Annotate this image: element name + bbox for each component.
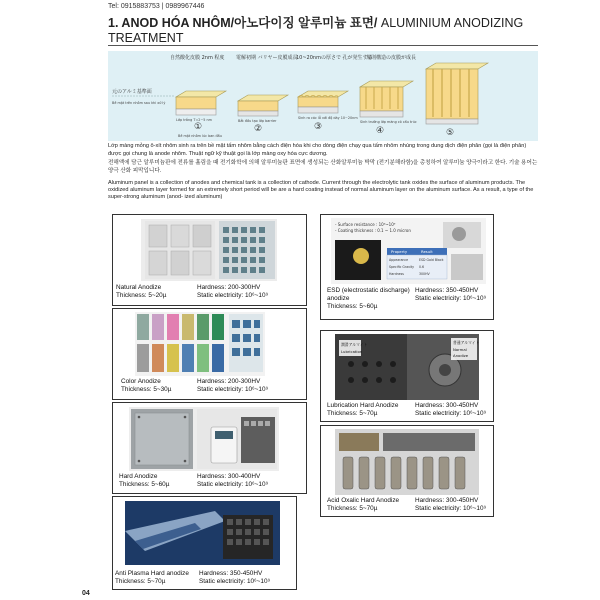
esd-spec-line-1: - Surface resistance : 10⁶~10⁹ xyxy=(335,222,396,227)
card-hardness: Hardness: 300-450HV xyxy=(415,497,479,504)
card-static: Static electricity: 10⁶~10⁹ xyxy=(199,578,271,585)
card-static: Static electricity: 10⁶~10⁹ xyxy=(415,295,487,302)
card-color-anodize xyxy=(112,308,307,400)
esd-table-cell: 0.6 xyxy=(419,265,425,269)
title-underline xyxy=(108,45,538,46)
lube-label-left-2: Lubrication xyxy=(341,349,363,354)
paragraph-vietnamese: Lớp màng mỏng ô-xít nhôm sinh ra trên bề mặt tấm nhôm bằng cách điện hóa khi cho dòng điện chạy qua tấm nhôm nhúng trong dung dịch điện phân (gọi là điện phân) được gọi chung là anode nhôm. Thuật ngữ kỹ thuật gọi là lớp màng oxy hóa cực dương. xyxy=(108,143,527,157)
paragraph-english: Aluminum panel is a collection of anodes and chemical tank is a collection of cathode. Current through the electrolytic tank oxides the surface of aluminum products. The oxidized aluminum layer formed for an extremely short period will be are a hard coating instead of normal aluminum layer on the aluminum surface. As a result, a type of the super-strong aluminum (anod- ized aluminum) xyxy=(108,180,534,201)
card-hardness: Hardness: 300-400HV xyxy=(197,473,261,480)
section-title-rest: ALUMINIUM ANODIZING TREATMENT xyxy=(108,16,524,45)
card-static: Static electricity: 10⁶~10⁹ xyxy=(197,292,269,299)
card-thickness: Thickness: 5~60µ xyxy=(119,481,170,488)
card-static: Static electricity: 10⁶~10⁹ xyxy=(197,481,269,488)
diagram-step-3: ③ xyxy=(314,122,323,132)
card-thickness: Thickness: 5~20µ xyxy=(116,292,167,299)
phone-numbers: Tel: 0915883753 | 0989967446 xyxy=(108,3,205,10)
process-diagram-graphic xyxy=(108,51,538,141)
diagram-stage-label-2: 電解初期 バリヤー皮膜成長 xyxy=(236,55,298,61)
card-thickness: Thickness: 5~60µ xyxy=(327,303,378,310)
esd-table-cell: Specific Gravity xyxy=(389,265,415,269)
diagram-sub-label-5: Bề mặt nhôm lúc ban đầu xyxy=(178,134,222,138)
section-title-bold: 1. ANOD HÓA NHÔM/아노다이징 알루미늄 표면/ xyxy=(108,16,378,30)
card-esd-anodize xyxy=(320,214,494,320)
diagram-sub-label-4: Sinh trưởng lớp màng có cấu trúc xyxy=(360,120,417,124)
card-name: Anti Plasma Hard anodize xyxy=(115,570,189,577)
diagram-step-5: ⑤ xyxy=(446,128,455,138)
diagram-base-label: 元のアルミ基準面 xyxy=(112,89,152,95)
card-name: Natural Anodize xyxy=(116,284,162,291)
esd-table-cell: Appearance xyxy=(389,258,409,262)
card-name: Color Anodize xyxy=(121,378,161,385)
diagram-sub-label-0: Bề mặt trên nhôm sau khi xử lý xyxy=(112,101,166,105)
esd-table-cell: Hardness xyxy=(389,272,404,276)
card-lubrication-hard-anodize xyxy=(320,330,494,422)
esd-table-cell: 300HV xyxy=(419,272,430,276)
card-hardness: Hardness: 350-450HV xyxy=(415,287,479,294)
card-name: Hard Anodize xyxy=(119,473,158,480)
page-number: 04 xyxy=(82,590,90,597)
card-hardness: Hardness: 200-300HV xyxy=(197,378,261,385)
diagram-stage-label-4: 規則構造の皮膜が成長 xyxy=(366,55,417,61)
anti-plasma-photo xyxy=(125,501,280,565)
diagram-step-2: ② xyxy=(254,124,263,134)
hard-anodize-photo xyxy=(129,407,279,471)
card-thickness: Thickness: 5~70µ xyxy=(115,578,166,585)
diagram-stage-label-1: 自然酸化皮膜 2nm 程度 xyxy=(170,55,225,61)
diagram-step-1: ① xyxy=(194,122,203,132)
card-name: ESD (electrostatic discharge) xyxy=(327,287,410,294)
esd-table-header-0: Property xyxy=(391,249,408,254)
card-static: Static electricity: 10⁶~10⁹ xyxy=(197,386,269,393)
card-name: Acid Oxalic Hard Anodize xyxy=(327,497,400,504)
esd-anodize-photo xyxy=(331,218,486,284)
esd-table-cell: ESD Gold Black xyxy=(419,258,444,262)
card-hardness: Hardness: 350-450HV xyxy=(199,570,263,577)
lube-label-right-3: Anodize xyxy=(453,353,469,358)
diagram-stage-label-3: 10~20nmの厚さで 孔が発生する xyxy=(296,55,373,61)
diagram-step-4: ④ xyxy=(376,126,385,136)
card-anti-plasma-hard-anodize xyxy=(112,496,297,590)
card-hard-anodize xyxy=(112,402,307,494)
lubrication-anodize-photo xyxy=(335,334,479,400)
natural-anodize-photo xyxy=(141,219,277,281)
lube-label-right-2: Normal xyxy=(453,347,467,352)
diagram-sub-label-3: Sinh ra các lỗ với độ dày 10~20nm xyxy=(298,116,358,120)
card-static: Static electricity: 10⁶~10⁹ xyxy=(415,410,487,417)
esd-table-header-1: Result xyxy=(421,249,433,254)
esd-spec-line-2: - Coating thickness : 0.1 ~ 1.0 micron xyxy=(335,228,411,233)
card-hardness: Hardness: 200-300HV xyxy=(197,284,261,291)
card-thickness: Thickness: 5~70µ xyxy=(327,410,378,417)
card-name: Lubrication Hard Anodize xyxy=(327,402,399,409)
diagram-sub-label-1: Lớp trắng T=2~5 nm xyxy=(176,118,212,122)
card-thickness: Thickness: 5~30µ xyxy=(121,386,172,393)
card-static: Static electricity: 10⁶~10⁹ xyxy=(415,505,487,512)
card-natural-anodize xyxy=(112,214,307,306)
lube-label-left-1: 潤滑アルマイト xyxy=(341,342,368,347)
diagram-sub-label-2: Bắt đầu tạo lớp barrier xyxy=(238,119,277,123)
card-acid-oxalic-hard-anodize xyxy=(320,425,494,517)
paragraph-korean: 전해액에 담근 알루미늄판에 전류를 흘림을 때 전기화학에 의해 알루미늄판 표면에 생성되는 산화알루미늄 박막 (전기분해라함)을 총칭하여 알루미늄 양극이라고 한다. 기술 용어는 양극 산화 피막입니다. xyxy=(108,160,538,174)
color-anodize-photo xyxy=(135,312,265,376)
card-hardness: Hardness: 300-450HV xyxy=(415,402,479,409)
card-thickness: Thickness: 5~70µ xyxy=(327,505,378,512)
lube-label-right-1: 普通アルマイト xyxy=(453,340,479,345)
card-name-line-2: anodize xyxy=(327,295,350,302)
anodizing-process-diagram xyxy=(108,51,538,141)
section-title xyxy=(108,16,548,46)
acid-oxalic-photo xyxy=(335,429,479,495)
